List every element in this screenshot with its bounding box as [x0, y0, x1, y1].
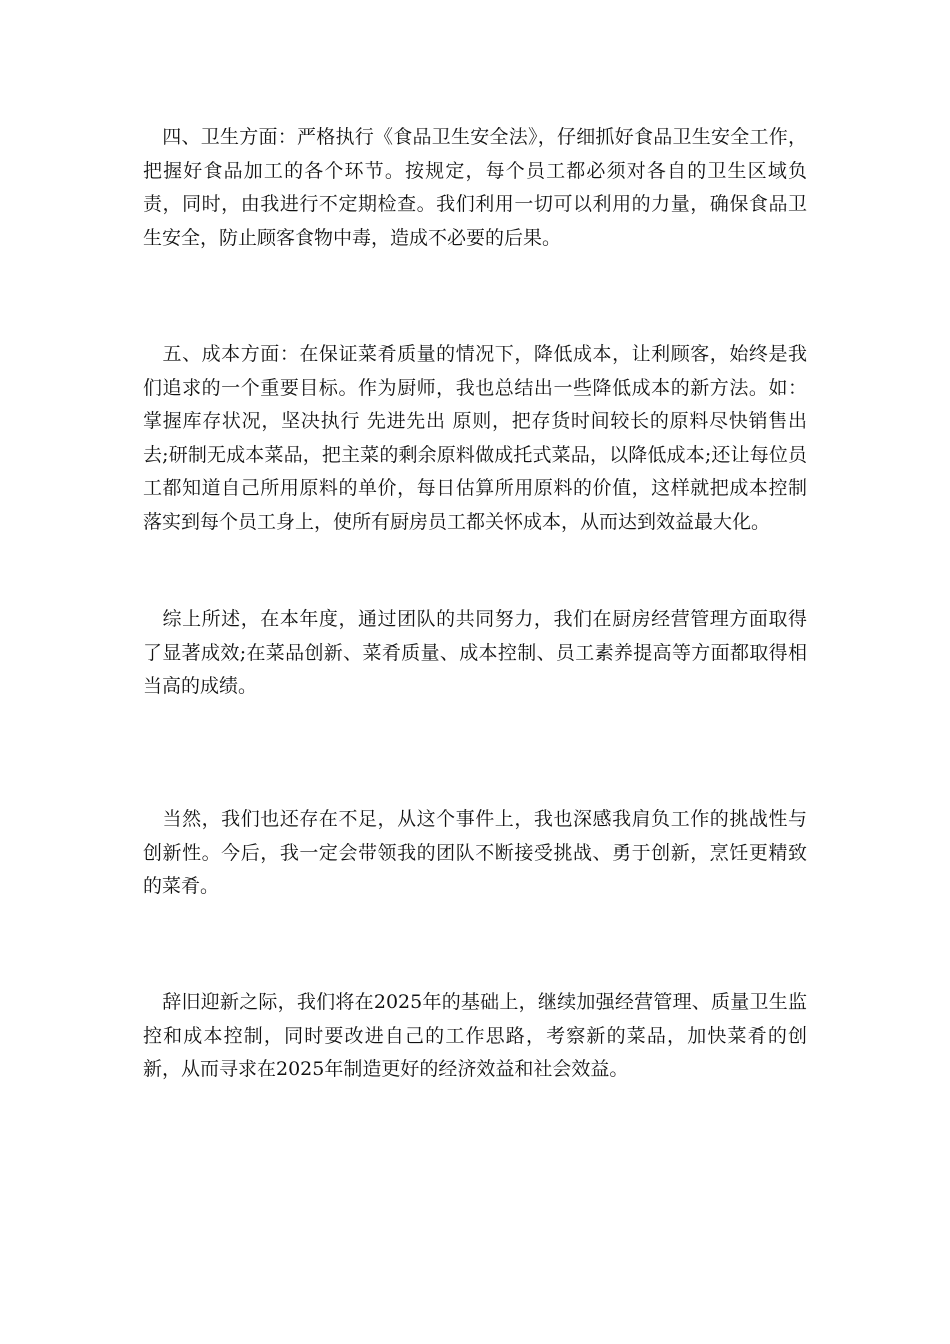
paragraph-hygiene: 四、卫生方面：严格执行《食品卫生安全法》，仔细抓好食品卫生安全工作，把握好食品加工的各个环节。按规定，每个员工都必须对各自的卫生区域负责，同时，由我进行不定期检查。我们利用一切可以利用的力量，确保食品卫生安全，防止顾客食物中毒，造成不必要的后果。 — [143, 126, 807, 249]
paragraph-summary: 综上所述，在本年度，通过团队的共同努力，我们在厨房经营管理方面取得了显著成效;在菜品创新、菜肴质量、成本控制、员工素养提高等方面都取得相当高的成绩。 — [143, 608, 807, 697]
paragraph-cost: 五、成本方面：在保证菜肴质量的情况下，降低成本，让利顾客，始终是我们追求的一个重要目标。作为厨师，我也总结出一些降低成本的新方法。如：掌握库存状况，坚决执行 先进先出 原则，把存货时间较长的原料尽快销售出去;研制无成本菜品，把主菜的剩余原料做成托式菜品，以降低成本;还让每位员工都知道自己所用原料的单价，每日估算所用原料的价值，这样就把成本控制落实到每个员工身上，使所有厨房员工都关怀成本，从而达到效益最大化。 — [143, 343, 807, 533]
paragraph-shortcomings: 当然，我们也还存在不足，从这个事件上，我也深感我肩负工作的挑战性与创新性。今后，我一定会带领我的团队不断接受挑战、勇于创新，烹饪更精致的菜肴。 — [143, 808, 807, 897]
paragraph-outlook: 辞旧迎新之际，我们将在2025年的基础上，继续加强经营管理、质量卫生监控和成本控制，同时要改进自己的工作思路，考察新的菜品，加快菜肴的创新，从而寻求在2025年制造更好的经济效益和社会效益。 — [143, 991, 807, 1080]
